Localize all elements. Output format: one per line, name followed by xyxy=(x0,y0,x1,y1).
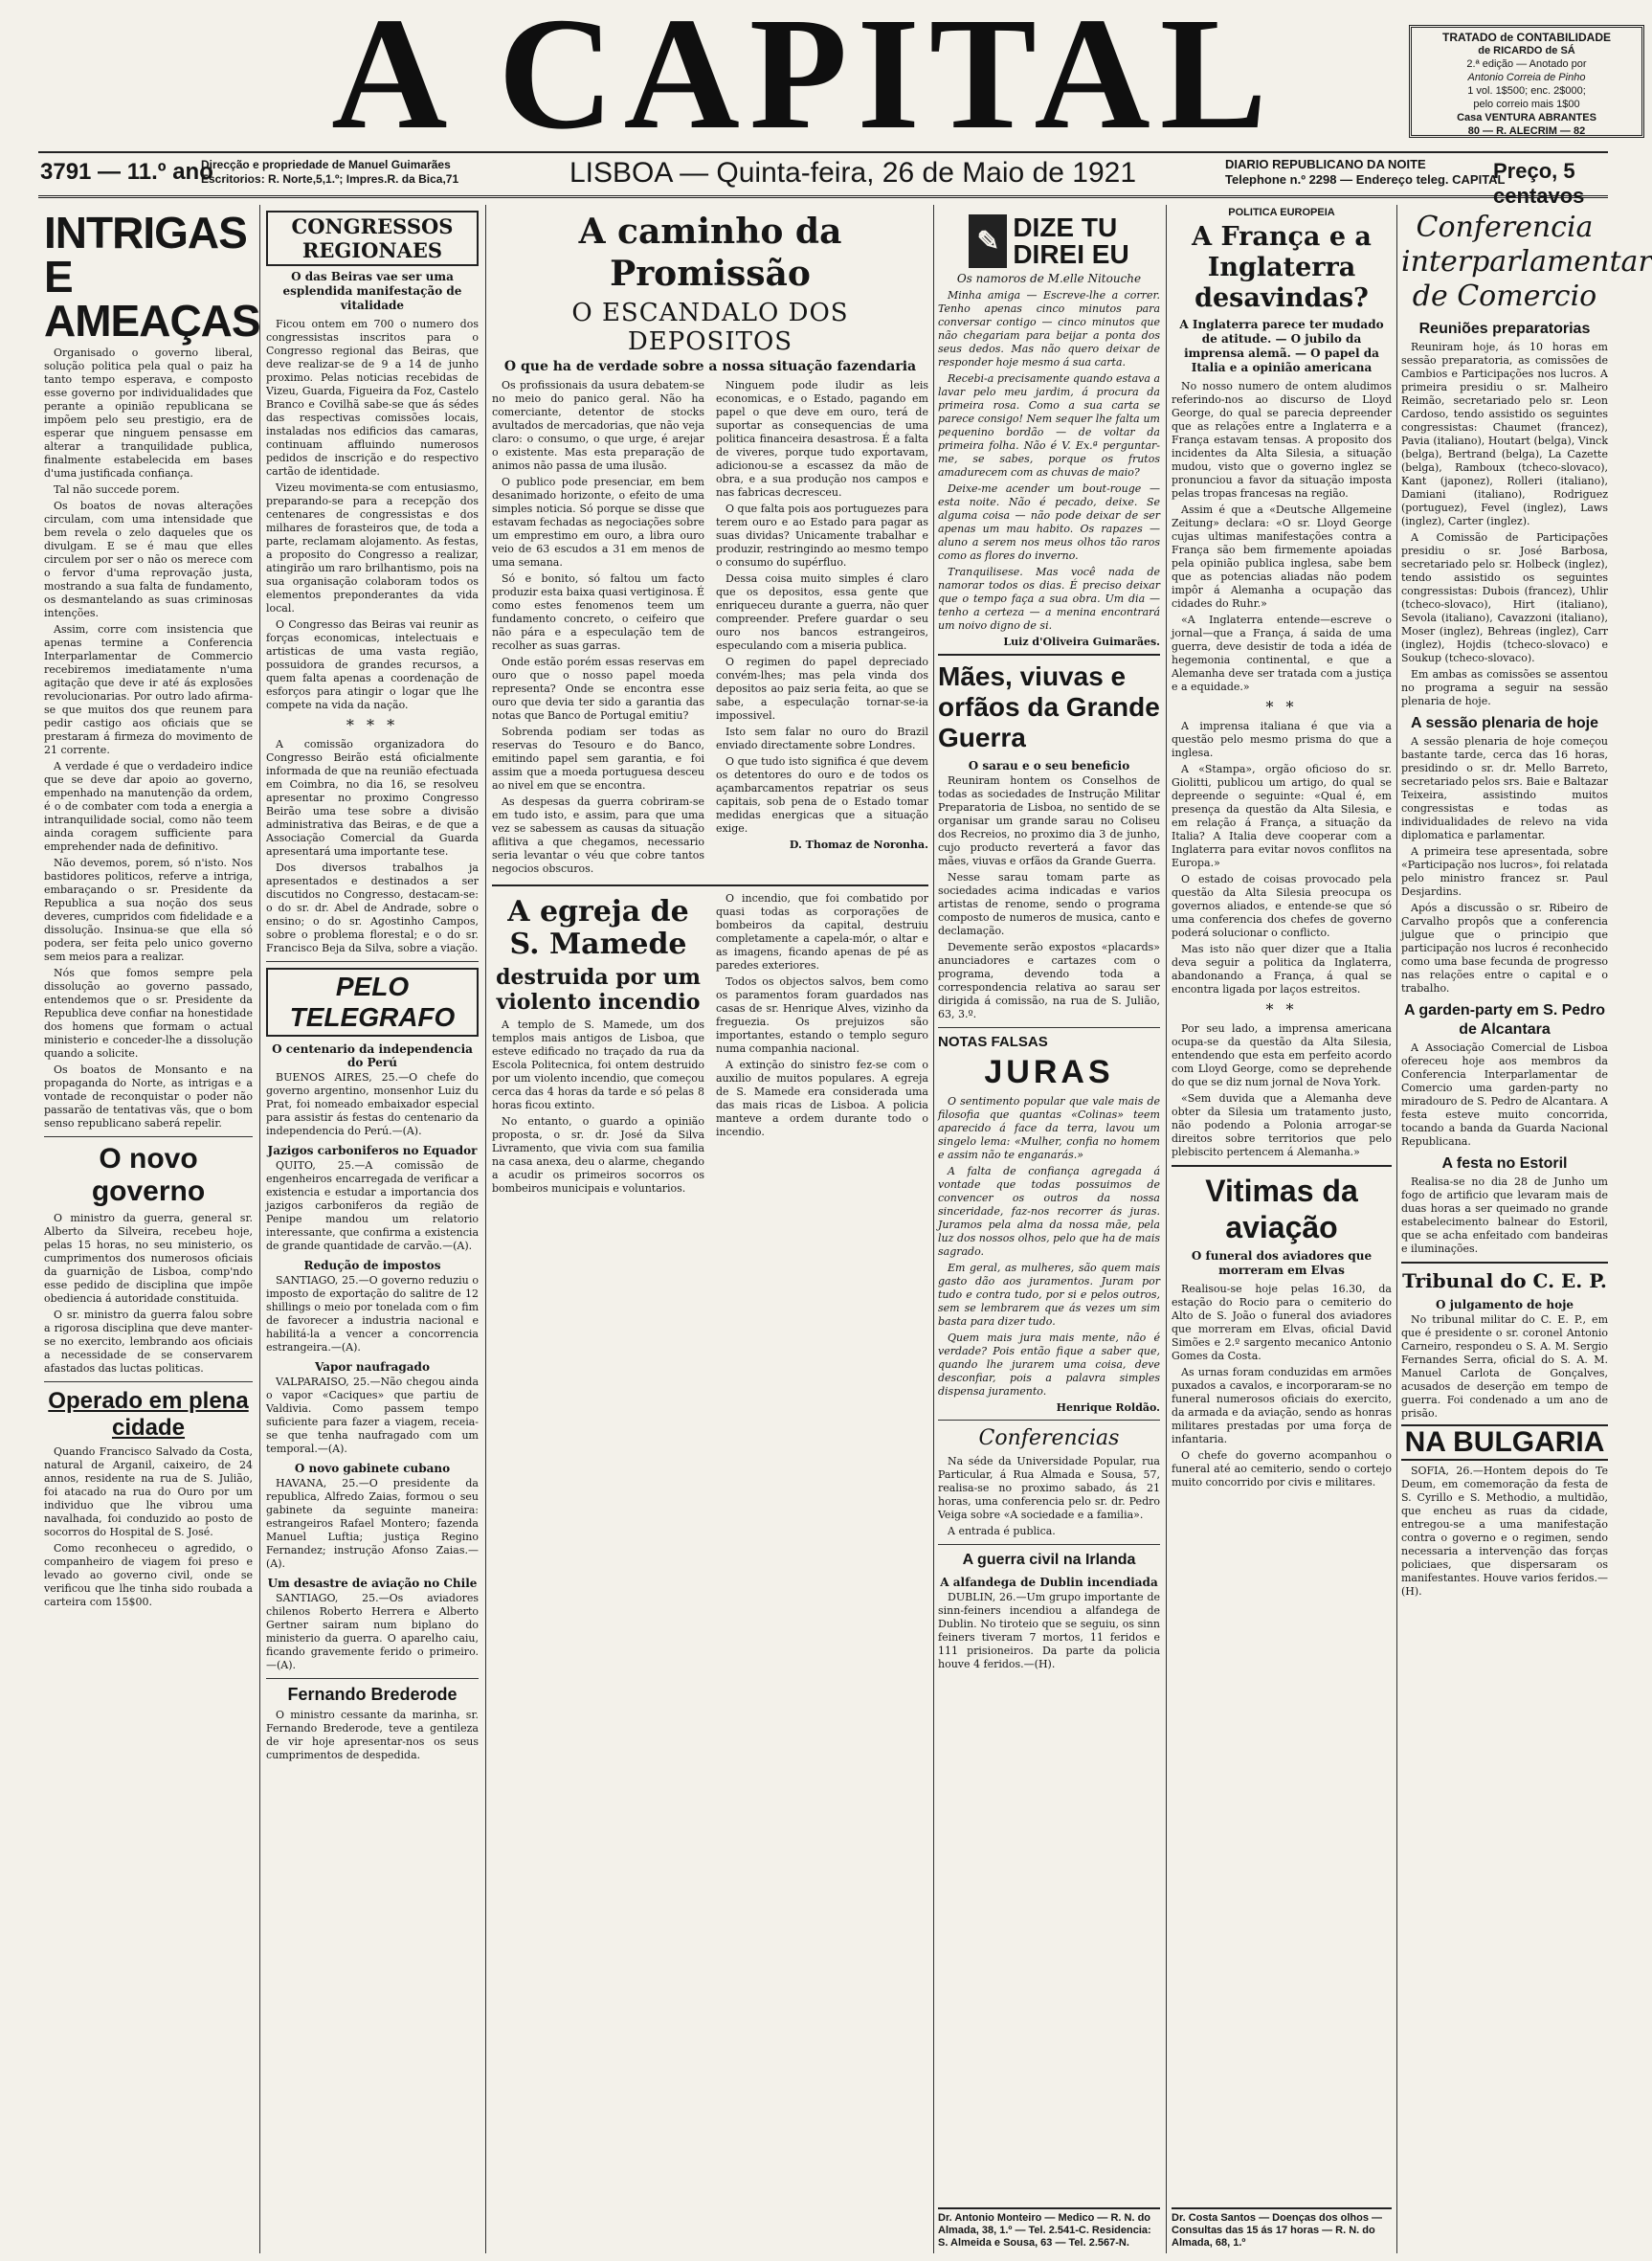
article-paragraph: O regimen do papel depreciado convém-lhes; mas pela vinda dos depositos ao paiz seria feita, ao que se sabe, a especulação tornar-se-ia impossivel. xyxy=(716,656,928,722)
section-divider xyxy=(492,884,928,886)
article-paragraph: A Comissão de Participações presidiu o sr. José Barbosa, secretariado pelo sr. Holbeck (inglez), tendo assistido os seguintes congressistas: Dubois (francez), Uhlir (tcheco-slovaco), Hirt (italiano), Sevola (italiano), Cavazzoni (italiano), Moser (inglez), Behreas (inglez), Carr (inglez), Hojdis (tcheco-slovaco) e Soukup (tcheco-slovaco). xyxy=(1401,531,1608,664)
subheadline: A alfandega de Dublin incendiada xyxy=(940,1576,1158,1589)
headline-na-bulgaria: NA BULGARIA xyxy=(1401,1424,1608,1461)
dateline: LISBOA — Quinta-feira, 26 de Maio de 1921 xyxy=(569,157,1137,189)
treaty-ad-line: de RICARDO de SÁ xyxy=(1478,45,1575,56)
article-paragraph: Reuniram hontem os Conselhos de todas as sociedades de Instrução Militar Preparatoria de Lisboa, no sentido de se organisar um grande sarau no Coliseu dos Recreios, no proximo dia 3 de junho, cujo producto reverterá a favor das mães, viuvas e orfãos da Grande Guerra. xyxy=(938,774,1160,867)
article-paragraph: Em geral, as mulheres, são quem mais gasto dão aos juramentos. Juram por tudo e contra tudo, por si e pelos outros, sem se lembrarem que ás vezes um sim basta para dizer tudo. xyxy=(938,1262,1160,1328)
treaty-advertisement xyxy=(1409,25,1644,138)
paper-tagline: DIARIO REPUBLICANO DA NOITE xyxy=(1225,157,1426,171)
article-paragraph: Assim, corre com insistencia que apenas termine a Conferencia Interparlamentar de Commercio recebiremos imediatamente n'uma agitação que deve ir até ás explosões revolucionarias. Por outro lado afirma-se que muitos dos que reunem para pedir castigo aos oficiais que se prestaram á firmeza do movimento de 21 corrente. xyxy=(44,623,253,756)
telegram-title: Um desastre de aviação no Chile xyxy=(267,1577,478,1590)
article-paragraph: Reuniram hoje, ás 10 horas em sessão preparatoria, as comissões de Cambios e Participações nos lucros. A primeira presidiu o sr. Malheiro Reimão, secretariado pelo sr. Leon Cardoso, tendo assistido os seguintes congressistas: Chaumet (francez), Pavia (italiano), Houtart (belga), Vinck (belga), Bertrand (belga), La Cazette (belga), Ramboux (tcheco-slovaco), Kant (japonez), Rolleri (italiano), Damiani (italiano), Rodriguez (portuguez), Fevel (inglez), Laws (inglez), Carter (inglez). xyxy=(1401,341,1608,527)
headline-juras: JURAS xyxy=(984,1054,1114,1090)
article-paragraph: Devemente serão expostos «placards» anunciadores e cartazes com o programa, devendo toda a correspondencia relativa ao sarau ser dirigida á comissão, na rua de S. Julião, 63, 3.º. xyxy=(938,941,1160,1020)
article-paragraph: O que falta pois aos portuguezes para terem ouro e ao Estado para pagar as suas dividas? Unicamente trabalhar e produzir, restringindo ao mesmo tempo o consumo do supérfluo. xyxy=(716,503,928,569)
article-paragraph: Onde estão porém essas reservas em ouro que o nosso papel moeda representa? Onde se encontra esse ouro que devia ter sido a garantia das notas que Banco de Portugal emitiu? xyxy=(492,656,704,722)
separator-stars: * * * xyxy=(346,716,399,734)
article-paragraph: Só e bonito, só faltou um facto produzir esta baixa quasi vertiginosa. É como estes fenomenos teem um fundamento concreto, o ceifeiro que não pára e a especulação tem de recolher as suas garras. xyxy=(492,572,704,652)
headline-novo-governo: O novo governo xyxy=(91,1143,206,1207)
dize-title-line: DIREI EU xyxy=(1013,239,1129,269)
section-divider xyxy=(1401,1262,1608,1264)
article-paragraph: O incendio, que foi combatido por quasi todas as corporações de bombeiros da capital, destruiu completamente a capela-mór, o altar e as imagens, ficando apenas de pé as paredes exteriores. xyxy=(716,892,928,972)
headline-conferencia-interparlamentar: Conferencia interparlamentar de Comercio xyxy=(1401,211,1652,313)
column-2 xyxy=(266,207,479,2255)
article-paragraph: BUENOS AIRES, 25.—O chefe do governo argentino, monsenhor Luiz du Prat, foi nomeado embaixador especial para assistir ás festas do centenario da independencia do Perú.—(A). xyxy=(266,1071,479,1137)
article-paragraph: Ninguem pode iludir as leis economicas, e o Estado, pagando em papel o que deve em ouro, terá de suportar as consequencias de uma politica financeira desastrosa. É a falta de viveres, porque tudo exportavam, adicionou-se a escassez da mão de obra, e a sua produção nos campos e nas fabricas decresceu. xyxy=(716,379,928,499)
article-paragraph: Deixe-me acender um bout-rouge — esta noite. Não é pecado, deixe. Se alguma coisa — não pode deixar de ser apenas um mau habito. Os rapazes — aluno a serem nos meus olhos tão raros como as flores do inverno. xyxy=(938,482,1160,562)
article-paragraph: Assim é que a «Deutsche Allgemeine Zeitung» declara: «O sr. Lloyd George cujas ultimas manifestações contra a França são bem firmemente apoiadas pela opinião publica inglesa, sabe bem que as potencias aliadas não podem impôr á Alemanha a ocupação das cidades do Ruhr.» xyxy=(1172,504,1392,610)
article-paragraph: Os boatos de Monsanto e na propaganda do Norte, as intrigas e a vontade de reconquistar o poder não passarão de tentativas vãs, que o bom senso republicano saberá repelir. xyxy=(44,1063,253,1130)
article-paragraph: Quem mais jura mais mente, não é verdade? Pois então fique a saber que, quando lhe jurarem uma coisa, deve desconfiar, pois a palavra simples dispensa juramento. xyxy=(938,1332,1160,1398)
article-paragraph: SANTIAGO, 25.—Os aviadores chilenos Roberto Herrera e Alberto Gertner sairam num biplano do ministerio da guerra. O aparelho caiu, ficando gravemente ferido o primeiro.—(A). xyxy=(266,1592,479,1671)
article-two-columns xyxy=(492,379,928,879)
article-paragraph: «Sem duvida que a Alemanha deve obter da Silesia um tratamento justo, não podendo a Polonia arrogar-se direitos sobre territorios que pelo plebiscito pertencem á Alemanha.» xyxy=(1172,1092,1392,1158)
article-paragraph: Ficou ontem em 700 o numero dos congressistas inscritos para o Congresso regional das Beiras, que deve realizar-se de 9 a 14 de junho proximo. Pelas noticias recebidas de Vizeu, Guarda, Figueira da Foz, Castelo Branco e Covilhã sabe-se que ás sédes das respectivas comissões locais, instaladas nos edificios das camaras, continuam affluindo numerosos pedidos de inscrição e do respectivo cartão de identidade. xyxy=(266,318,479,478)
section-divider xyxy=(938,654,1160,656)
column-divider xyxy=(1166,205,1167,2253)
subheadline: A Inglaterra parece ter mudado de atitude. — O jubilo da imprensa alemã. — O papel da Italia e a opinião americana xyxy=(1179,318,1384,374)
article-paragraph: Por seu lado, a imprensa americana ocupa-se da questão da Alta Silesia, entendendo que esta em perfeito acordo com Lloyd George, como se deprehende do que se diz num jornal de Nova York. xyxy=(1172,1022,1392,1088)
subheadline: O que ha de verdade sobre a nossa situação fazendaria xyxy=(503,359,917,374)
column-3 xyxy=(492,207,928,2255)
doctor-advertisement: Dr. Antonio Monteiro — Medico — R. N. do Almada, 38, 1.º — Tel. 2.541-C. Residencia: S. Almeida e Sousa, 63 — Tel. 2.567-N. xyxy=(938,2207,1160,2250)
article-paragraph: Após a discussão o sr. Ribeiro de Carvalho propôs que a conferencia julgue que o principio que participação nos lucros é reconhecido como uma base fecunda de progresso nas relações entre o capital e o trabalho. xyxy=(1401,902,1608,995)
column-divider xyxy=(933,205,934,2253)
section-kicker: POLITICA EUROPEIA xyxy=(1228,207,1335,218)
article-paragraph: A falta de confiança agregada á vontade que todas possuimos de convencer os outros da nossa sinceridade, faz-nos recorrer ás juras. Juramos pela alma da nossa mãe, pela luz dos nossos olhos, pelo que ha de mais sagrado. xyxy=(938,1165,1160,1258)
article-paragraph: Isto sem falar no ouro do Brazil enviado directamente sobre Londres. xyxy=(716,726,928,751)
section-divider xyxy=(1172,1165,1392,1167)
subheadline: O das Beiras vae ser uma esplendida manifestação de vitalidade xyxy=(282,270,462,312)
article-paragraph: Realisou-se hoje pelas 16.30, da estação do Rocio para o cemiterio do Alto de S. João o funeral dos aviadores que morreram em Elvas, oficial David Simões e 2.º sargento mecanico Antonio Gomes da Costa. xyxy=(1172,1283,1392,1362)
treaty-ad-line: TRATADO de CONTABILIDADE xyxy=(1442,31,1611,44)
article-paragraph: Organisado o governo liberal, solução politica pela qual o paiz ha tanto tempo esperava, e composto esse governo por individualidades que perante a opinião republicana se impõem pelo seu prestigio, era de esperar que ninguem pensasse em alterar a tranquilidade publica, finalmente estabelecida em bases d'uma justificada confiança. xyxy=(44,347,253,480)
article-paragraph: A comissão organizadora do Congresso Beirão está oficialmente informada de que na reunião efectuada em Coimbra, no dia 16, se resolveu apresentar no proximo Congresso Beirão uma tese sobre a divisão administrativa das Beiras, e de que a Associação Comercial da Guarda apresentará uma importante tese. xyxy=(266,738,479,858)
section-kicker: NOTAS FALSAS xyxy=(938,1034,1048,1050)
subheadline: A festa no Estoril xyxy=(1441,1155,1568,1172)
publisher-info xyxy=(201,158,458,187)
article-paragraph: O sr. ministro da guerra falou sobre a rigorosa disciplina que deve manter-se no exercito, lembrando aos oficiais a necessidade de se conservarem afastados das luctas politicas. xyxy=(44,1309,253,1375)
column-5 xyxy=(1172,207,1392,2255)
paper-description xyxy=(1225,157,1506,188)
article-paragraph: No nosso numero de ontem aludimos referindo-nos ao discurso de Lloyd George, do qual se parecia depreender que as relações entre a Inglaterra e a França estavam tensas. A proposito dos incidentes da Alta Silesia, a situação mudou, visto que o governo inglez se pronunciou a favor da situação imposta pelas tropas francesas na região. xyxy=(1172,380,1392,500)
article-paragraph: Nesse sarau tomam parte as sociedades acima indicadas e varios artistas de renome, sendo o programa composto de numeros de musica, canto e declamação. xyxy=(938,871,1160,937)
article-paragraph: SANTIAGO, 25.—O governo reduziu o imposto de exportação do salitre de 12 shillings o meio por tonelada com o fim de favorecer a industria nacional e habilitá-la a vencer a concorrencia estrangeira.—(A). xyxy=(266,1274,479,1354)
issue-number: 3791 — 11.º ano xyxy=(40,159,213,185)
article-paragraph: A Associação Comercial de Lisboa ofereceu hoje aos membros da Conferencia Interparlamentar de Comercio uma garden-party no miradouro de S. Pedro de Alcantara. A festa esteve muito concorrida, tocando a banda da Guarda Nacional Republicana. xyxy=(1401,1041,1608,1148)
section-divider xyxy=(938,1544,1160,1545)
doctor-advertisement: Dr. Costa Santos — Doenças dos olhos — Consultas das 15 ás 17 horas — R. N. do Almada, 68, 1.º xyxy=(1172,2207,1392,2250)
article-paragraph: No entanto, o guardo a opinião proposta, o sr. dr. José da Silva Livramento, que vivia com sua familia na casa anexa, deu o alarme, chegando a acudir os primeiros socorros os bombeiros municipais e voluntarios. xyxy=(492,1115,704,1195)
dize-tu-direi-eu-header xyxy=(938,214,1160,268)
headline-maes-viuvas: Mães, viuvas e orfãos da Grande Guerra xyxy=(938,661,1160,752)
treaty-ad-line: 2.ª edição — Anotado por xyxy=(1466,58,1587,70)
article-paragraph: Vizeu movimenta-se com entusiasmo, preparando-se para a recepção dos centenares de congressistas e dos milhares de forasteiros que, de toda a parte, reclamam alojamento. As festas, a proposito do Congresso a realizar, atingirão um raro brilhantismo, pois na sua organisação colaboram todos os elementos preponderantes da vida local. xyxy=(266,481,479,615)
article-column-left xyxy=(492,379,704,879)
subheadline: Os namoros de M.elle Nitouche xyxy=(956,272,1142,285)
article-paragraph: A templo de S. Mamede, um dos templos mais antigos de Lisboa, que esteve edificado no traçado da rua da Escola Politecnica, foi ontem destruido por um violento incendio, que começou cerca das 4 horas da tarde e só pelas 8 horas ficou extinto. xyxy=(492,1019,704,1111)
article-paragraph: VALPARAISO, 25.—Não chegou ainda o vapor «Caciques» que partiu de Valdivia. Como passem tempo suficiente para fazer a viagem, receia-se que tenha naufragado com um temporal.—(A). xyxy=(266,1376,479,1455)
dize-title xyxy=(1013,214,1128,268)
newspaper-title: A CAPITAL xyxy=(331,0,1277,163)
section-divider xyxy=(938,1027,1160,1028)
article-paragraph: Não devemos, porem, só n'isto. Nos bastidores politicos, referve a intriga, embaraçando o sr. Presidente da Republica a sua noção dos seus deveres, cumpridos com fidelidade e a dissolução. Insinua-se que ella só podera, ser feita pelo unico governo sem meios para a realizar. xyxy=(44,857,253,963)
article-paragraph: Tranquilisese. Mas você nada de namorar todos os dias. É preciso deixar que o tempo faça a sua obra. Um dia — tenho a certeza — a menina encontrará um noivo digno de si. xyxy=(938,566,1160,632)
headline-franca-inglaterra: A França e a Inglaterra desavindas? xyxy=(1192,222,1372,313)
publisher-line: Direcção e propriedade de Manuel Guimarães xyxy=(201,158,451,171)
headline-intrigas: INTRIGAS E AMEAÇAS xyxy=(44,208,260,346)
column-6 xyxy=(1401,207,1652,2255)
section-divider xyxy=(44,1136,253,1137)
article-paragraph: As urnas foram conduzidas em armões puxados a cavalos, e incorporaram-se no funeral numerosos oficiais do exercito, da armada e da aviação, sendo as honras militares prestadas por uma força de infantaria. xyxy=(1172,1366,1392,1445)
headline-congressos: CONGRESSOS REGIONAES xyxy=(266,211,479,266)
headline-egreja-sub: destruida por um violento incendio xyxy=(496,965,701,1015)
separator-stars: * * xyxy=(1265,698,1298,716)
treaty-ad-line: Antonio Correia de Pinho xyxy=(1467,72,1586,83)
headline-operado: Operado em plena cidade xyxy=(48,1388,249,1441)
column-4 xyxy=(938,207,1160,2255)
article-paragraph: A primeira tese apresentada, sobre «Participação nos lucros», foi relatada pelo ministro francez sr. Paul Desjardins. xyxy=(1401,845,1608,898)
article-paragraph: O Congresso das Beiras vai reunir as forças economicas, intelectuais e artisticas de uma vasta região, possuidora de grandes recursos, a quem falta apenas a coordenação de esforços para atingir o logar que lhe compete na vida da nação. xyxy=(266,618,479,711)
headline-escandalo: O ESCANDALO DOS DEPOSITOS xyxy=(571,299,849,356)
article-paragraph: Os boatos de novas alterações circulam, com uma intensidade que bem revela o zelo daqueles que os divulgam. E se é mau que elles circulem por ser o não os merece com o fervor d'uma reprovação justa, mostrando a sua falta de fundamento, os desmantelando as suas criminosas intenções. xyxy=(44,500,253,619)
article-paragraph: «A Inglaterra entende—escreve o jornal—que a França, á saida de uma guerra, deve desistir de toda a idéa de hegemonia continental, e que a Alemanha deve ser tratada com a justiça e a equidade.» xyxy=(1172,614,1392,693)
article-paragraph: O ministro cessante da marinha, sr. Fernando Brederode, teve a gentileza de vir hoje apresentar-nos os seus cumprimentos de despedida. xyxy=(266,1709,479,1761)
section-divider xyxy=(266,961,479,962)
headline-brederode: Fernando Brederode xyxy=(287,1685,458,1704)
egreja-column-right xyxy=(716,892,928,1198)
masthead xyxy=(38,0,1646,163)
article-paragraph: O que tudo isto significa é que devem os detentores do ouro e de todos os açambarcamentos repatriar os seus capitais, sob pena de o Estado tomar medidas energicas que a situação exige. xyxy=(716,755,928,835)
article-paragraph: Dessa coisa muito simples é claro que os depositos, essa gente que enriqueceu durante a guerra, não quer compreender. Prefere guardar o seu ouro nos bancos estrangeiros, especulando com a miseria publica. xyxy=(716,572,928,652)
article-paragraph: O ministro da guerra, general sr. Alberto da Silveira, recebeu hoje, pelas 15 horas, no seu ministerio, os cumprimentos dos numerosos oficiais da guarnição de Lisboa, comp'ndo esse pedido de disciplina que impõe obediencia á autoridade constituida. xyxy=(44,1212,253,1305)
article-paragraph: A imprensa italiana é que via a questão pelo mesmo prisma do que a inglesa. xyxy=(1172,720,1392,759)
publisher-address: Escritorios: R. Norte,5,1.º; Impres.R. da Bica,71 xyxy=(201,172,459,186)
article-paragraph: A «Stampa», orgão oficioso do sr. Giolitti, publicou um artigo, do qual se depreende o seguinte: «Qual é, em presença da questão da Alta Silesia, e em relação á França, a situação da Italia? A Italia deve cooperar com a Inglaterra para evitar novos conflitos na Europa.» xyxy=(1172,763,1392,869)
article-paragraph: HAVANA, 25.—O presidente da republica, Alfredo Zaias, formou o seu gabinete da seguinte maneira: estrangeiros Rafael Montero; fazenda Manuel Luftia; justiça Regino Fernandez; instrução Afonso Zaias.—(A). xyxy=(266,1477,479,1570)
article-paragraph: O chefe do governo acompanhou o funeral até ao cemiterio, sendo o cortejo muito concorrido por civis e militares. xyxy=(1172,1449,1392,1489)
article-paragraph: Como reconheceu o agredido, o companheiro de viagem foi preso e levado ao governo civil, onde se verificou que lhe tinha sido roubada a carteira com 15$00. xyxy=(44,1542,253,1608)
headline-promissao: A caminho da Promissão xyxy=(578,212,842,294)
article-paragraph: Mas isto não quer dizer que a Italia deva seguir a politica da Inglaterra, abandonando a França, á qual se encontra ligada por laços estreitos. xyxy=(1172,943,1392,996)
subheadline: A sessão plenaria de hoje xyxy=(1411,715,1598,731)
byline: Henrique Roldão. xyxy=(1056,1401,1160,1414)
dize-title-line: DIZE TU xyxy=(1013,213,1118,242)
subheadline: O julgamento de hoje xyxy=(1435,1298,1574,1311)
column-1 xyxy=(44,207,260,2255)
section-divider xyxy=(266,1678,479,1679)
headline-tribunal-cep: Tribunal do C. E. P. xyxy=(1402,1269,1607,1292)
subheadline: O funeral dos aviadores que morreram em Elvas xyxy=(1191,1249,1373,1277)
treaty-ad-line: Casa VENTURA ABRANTES xyxy=(1457,112,1596,123)
separator-stars: * * xyxy=(1265,1000,1298,1019)
headline-guerra-irlanda: A guerra civil na Irlanda xyxy=(962,1552,1136,1568)
article-paragraph: Tal não succede porem. xyxy=(54,483,180,496)
article-paragraph: As despesas da guerra cobriram-se em tudo isto, e assim, para que uma vez se sabessem as causas da situação aflitiva a que chegamos, necessario seria levantar o véu que cobre tantos negocios obscuros. xyxy=(492,795,704,875)
subheadline: O sarau e o seu beneficio xyxy=(968,759,1130,772)
article-paragraph: Em ambas as comissões se assentou no programa a seguir na sessão plenaria de hoje. xyxy=(1401,668,1608,707)
treaty-ad-line: 1 vol. 1$500; enc. 2$000; xyxy=(1467,85,1586,97)
column-divider xyxy=(259,205,260,2253)
egreja-section xyxy=(492,892,928,1198)
headline-vitimas-aviacao: Vitimas da aviação xyxy=(1205,1174,1358,1244)
headline-pelo-telegrafo: PELO TELEGRAFO xyxy=(266,968,479,1037)
article-paragraph: A extinção do sinistro fez-se com o auxilio de muitos populares. A egreja de S. Mamede era considerada uma das mais ricas de Lisboa. A policia manteve a ordem durante todo o incendio. xyxy=(716,1059,928,1138)
article-paragraph: Nós que fomos sempre pela dissolução ao governo passado, entendemos que o sr. Presidente da Republica deve confiar na honestidade dos homens que formam o actual ministerio e conceder-lhe a dissolução quando a solicite. xyxy=(44,967,253,1060)
article-paragraph: O sentimento popular que vale mais de filosofia que quantas «Colinas» teem aparecido á face da terra, lavou um singelo lema: «Mulher, confia no homem e assim não te enganarás.» xyxy=(938,1095,1160,1161)
byline: D. Thomaz de Noronha. xyxy=(789,839,928,851)
article-paragraph: O publico pode presenciar, em bem desanimado horizonte, o efeito de uma simples noticia. Só porque se disse que estavam fechadas as negociações sobre um emprestimo em ouro, a libra ouro veio de 63 escudos a 31 em menos de uma semana. xyxy=(492,476,704,569)
section-divider xyxy=(44,1381,253,1382)
egreja-column-left xyxy=(492,892,704,1198)
telegram-title: Vapor naufragado xyxy=(315,1360,430,1374)
article-paragraph: Na séde da Universidade Popular, rua Particular, á Rua Almada e Sousa, 57, realisa-se no proximo sabado, ás 21 horas, uma conferencia pelo sr. dr. Pedro Veiga sobre «A sociedade e a familia». xyxy=(938,1455,1160,1521)
article-paragraph: A sessão plenaria de hoje começou bastante tarde, cerca das 16 horas, presidindo o sr. dr. Mello Barreto, secretariado pelos srs. Baie e Baltazar Teixeira, assistindo muitos congressistas e todas as individualidades de relevo na vida diplomatica e parlamentar. xyxy=(1401,735,1608,841)
byline: Luiz d'Oliveira Guimarães. xyxy=(1003,636,1160,648)
article-paragraph: O estado de coisas provocado pela questão da Alta Silesia preocupa os governos aliados, e entende-se que só uma conferencia dos chefes de governo poderá solucionar o conflicto. xyxy=(1172,873,1392,939)
section-divider xyxy=(938,1420,1160,1421)
telegram-title: Redução de impostos xyxy=(303,1259,441,1272)
telegram-title: Jazigos carboniferos no Equador xyxy=(267,1144,478,1157)
article-paragraph: Realisa-se no dia 28 de Junho um fogo de artificio que levaram mais de duas horas a ser queimado no grande estabelecimento balnear do Estoril, que se acha enfeitado com bandeiras e iluminações. xyxy=(1401,1175,1608,1255)
article-paragraph: DUBLIN, 26.—Um grupo importante de sinn-feiners incendiou a alfandega de Dublin. No tiroteio que se seguiu, os sinn feiners tiveram 7 mortos, 11 feridos e 111 prisioneiros. Da parte da policia houve 4 feridos.—(H). xyxy=(938,1591,1160,1670)
treaty-ad-line: pelo correio mais 1$00 xyxy=(1473,99,1580,110)
headline-conferencias: Conferencias xyxy=(978,1426,1120,1450)
paper-contact: Telephone n.º 2298 — Endereço teleg. CAPITAL xyxy=(1225,172,1506,187)
treaty-ad-line: 80 — R. ALECRIM — 82 xyxy=(1467,125,1586,137)
article-paragraph: A entrada é publica. xyxy=(948,1525,1056,1537)
article-paragraph: Minha amiga — Escreve-lhe a correr. Tenho apenas cinco minutos para conversar contigo — cinco minutos que não chegariam para beijar a ponta dos seus dedos. Mas não quero deixar de responder hoje mesmo á sua carta. xyxy=(938,289,1160,369)
article-paragraph: Todos os objectos salvos, bem como os paramentos foram guardados nas casas de sr. Henrique Alves, vizinho da freguezia. Os prejuizos são importantes, estando o templo seguro numa companhia nacional. xyxy=(716,975,928,1055)
article-column-right xyxy=(716,379,928,879)
price: Preço, 5 centavos xyxy=(1493,159,1585,208)
article-paragraph: Dos diversos trabalhos ja apresentados e destinados a ser discutidos no Congresso, destacam-se: o do sr. dr. Abel de Andrade, sobre o ensino; o do sr. Agostinho Campos, sobre o problema florestal; e o do sr. Francisco Beja da Silva, sobre a viação. xyxy=(266,862,479,954)
subheadline: Reuniões preparatorias xyxy=(1418,321,1591,337)
article-paragraph: Recebi-a precisamente quando estava a lavar pelo meu jardim, á procura da primeira rosa. Como a sua carta se parece consigo! Nem sequer lhe falta um pequenino bordão — de voltar da primeira folha. Não é V. Ex.ª perguntar-me, se sabes, porque os frutos amadurecem com as chuvas de maio? xyxy=(938,372,1160,479)
article-paragraph: Os profissionais da usura debatem-se no meio do panico geral. Não ha comerciante, detentor de stocks avultados de mercadorias, que não veja claro: o consumo, o que urge, é arejar o existente. Mas esta preparação de animos não passa de uma ilusão. xyxy=(492,379,704,472)
article-paragraph: Quando Francisco Salvado da Costa, natural de Arganil, caixeiro, de 24 annos, residente na rua de S. Julião, foi atacado na rua do Ouro por um individuo que lhe vibrou uma navalhada, foi conduzido ao posto de socorros do Hospital de S. José. xyxy=(44,1445,253,1538)
column-divider xyxy=(485,205,486,2253)
column-divider xyxy=(1396,205,1397,2253)
telegram-title: O novo gabinete cubano xyxy=(294,1462,451,1475)
article-paragraph: A verdade é que o verdadeiro indice que se deve dar apoio ao governo, empenhado na manutenção da ordem, é o de combater com toda a energia a intranquilidade social, como não teem ainda coragem sufficiente para emprehender nada de definitivo. xyxy=(44,760,253,853)
article-paragraph: Sobrenda podiam ser todas as reservas do Tesouro e do Banco, emitindo papel sem garantia, e foi assim que a moeda portuguesa desceu ao nivel em que se encontra. xyxy=(492,726,704,792)
edition-info-bar xyxy=(38,151,1608,208)
subheadline: A garden-party em S. Pedro de Alcantara xyxy=(1403,1002,1606,1038)
subheadline: O centenario da independencia do Perú xyxy=(272,1042,473,1069)
article-paragraph: SOFIA, 26.—Hontem depois do Te Deum, em comemoração da festa de S. Cyrillo e S. Methodio, a multidão, que encheu as ruas da cidade, entregou-se a uma manifestação contra o governo e o regimen, sendo necessaria a intervenção das forças policiaes, que dispersaram os manifestantes. Houve varios feridos.—(H). xyxy=(1401,1465,1608,1598)
article-paragraph: QUITO, 25.—A comissão de engenheiros encarregada de verificar a existencia e estudar a importancia dos jazigos carboniferos da região de Penipe mandou um relatorio interessante, que confirma a existencia de grande quantidade de carvão.—(A). xyxy=(266,1159,479,1252)
headline-egreja: A egreja de S. Mamede xyxy=(507,895,689,961)
article-paragraph: No tribunal militar do C. E. P., em que é presidente o sr. coronel Antonio Carneiro, respondeu o S. A. M. Sergio Fernandes Serra, oficial do S. A. M. Manuel Carlota de Gonçalves, acusados de deserção em tempo de guerra. Foi condenado a um ano de prisão. xyxy=(1401,1313,1608,1420)
column-logo-icon: ✎ xyxy=(969,214,1007,268)
